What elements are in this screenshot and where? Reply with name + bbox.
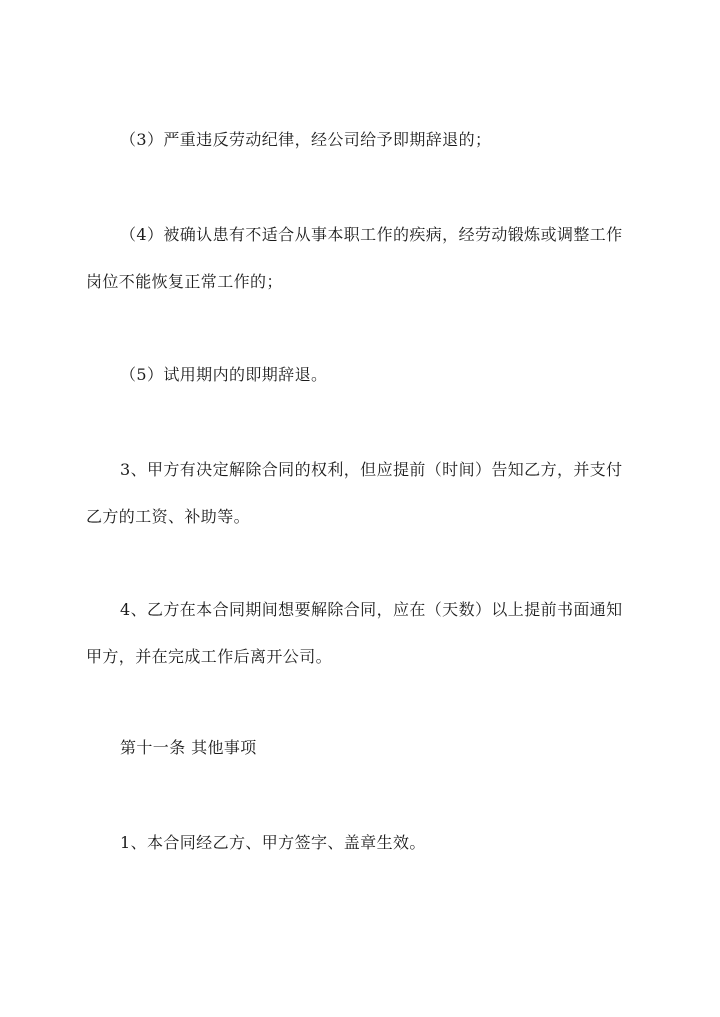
clause-4-employee-termination: 4、乙方在本合同期间想要解除合同，应在（天数）以上提前书面通知甲方，并在完成工作后离开公司。 bbox=[86, 600, 623, 666]
clause-1-effectiveness: 1、本合同经乙方、甲方签字、盖章生效。 bbox=[120, 833, 426, 852]
section-heading: 第十一条 其他事项 bbox=[120, 738, 257, 757]
clause-item-4: （4）被确认患有不适合从事本职工作的疾病，经劳动锻炼或调整工作岗位不能恢复正常工作的； bbox=[86, 225, 623, 291]
clause-item-5: （5）试用期内的即期辞退。 bbox=[120, 365, 328, 384]
clause-3-termination-right: 3、甲方有决定解除合同的权利，但应提前（时间）告知乙方，并支付乙方的工资、补助等。 bbox=[86, 460, 623, 526]
clause-item-3: （3）严重违反劳动纪律，经公司给予即期辞退的； bbox=[120, 130, 492, 149]
